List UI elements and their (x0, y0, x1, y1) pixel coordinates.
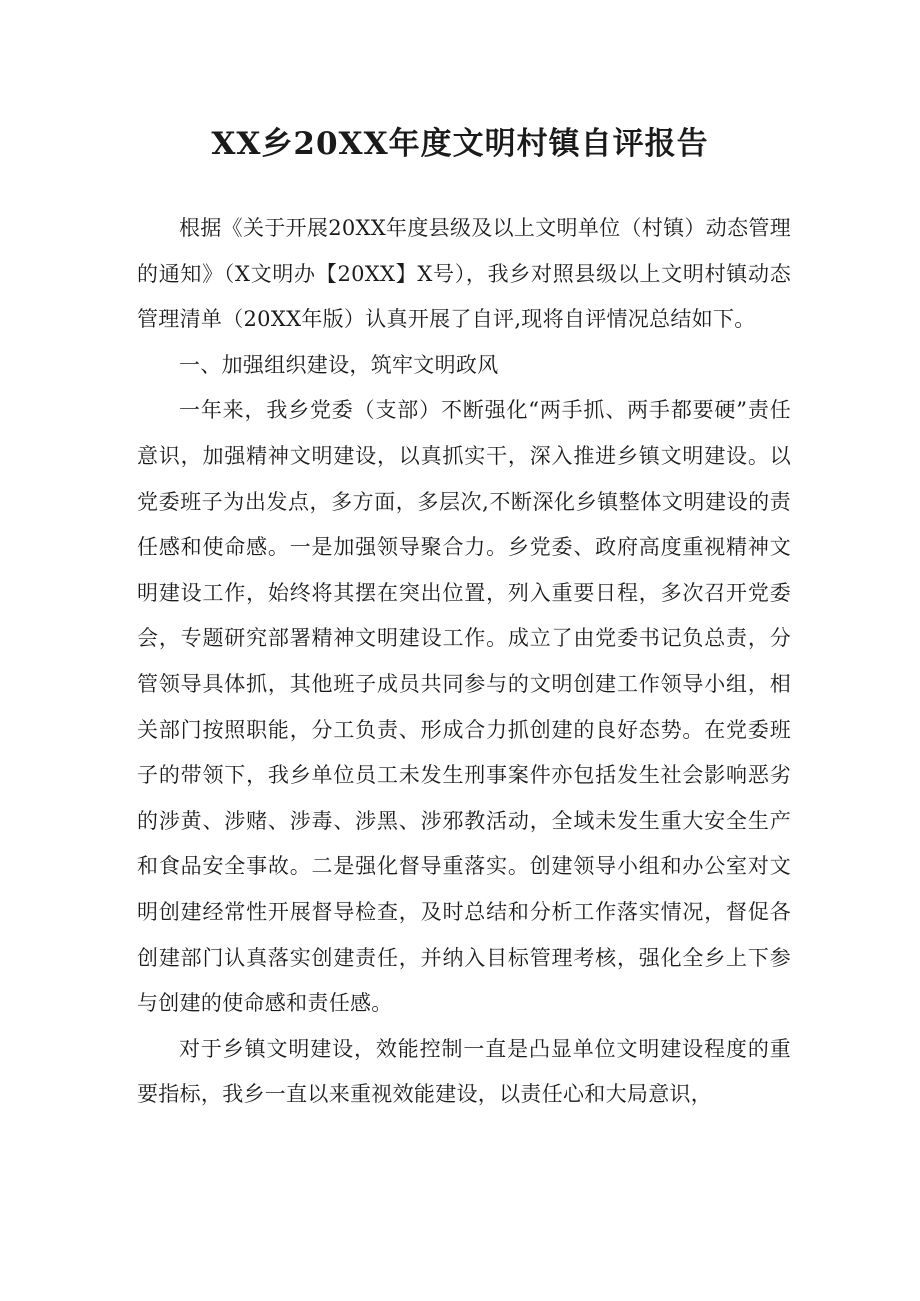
document-body (137, 206, 791, 1118)
document-title: XX乡20XX年度文明村镇自评报告 (211, 126, 709, 162)
section-heading-1: 一、加强组织建设，筑牢文明政风 (179, 352, 499, 377)
body-paragraph-2: 对于乡镇文明建设，效能控制一直是凸显单位文明建设程度的重要指标，我乡一直以来重视效能建设，以责任心和大局意识， (137, 1036, 791, 1107)
body-paragraph-1: 一年来，我乡党委（支部）不断强化“两手抓、两手都要硬”责任意识，加强精神文明建设，以真抓实干，深入推进乡镇文明建设。以党委班子为出发点，多方面，多层次,不断深化乡镇整体文明建设的责任感和使命感。一是加强领导聚合力。乡党委、政府高度重视精神文明建设工作，始终将其摆在突出位置，列入重要日程，多次召开党委会，专题研究部署精神文明建设工作。成立了由党委书记负总责，分管领导具体抓，其他班子成员共同参与的文明创建工作领导小组，相关部门按照职能，分工负责、形成合力抓创建的良好态势。在党委班子的带领下，我乡单位员工未发生刑事案件亦包括发生社会影响恶劣的涉黄、涉赌、涉毒、涉黑、涉邪教活动，全域未发生重大安全生产和食品安全事故。二是强化督导重落实。创建领导小组和办公室对文明创建经常性开展督导检查，及时总结和分析工作落实情况，督促各创建部门认真落实创建责任，并纳入目标管理考核，强化全乡上下参与创建的使命感和责任感。 (137, 398, 791, 1016)
intro-paragraph: 根据《关于开展20XX年度县级及以上文明单位（村镇）动态管理的通知》（X文明办【20XX】X号），我乡对照县级以上文明村镇动态管理清单（20XX年版）认真开展了自评,现将自评情况总结如下。 (137, 216, 791, 332)
